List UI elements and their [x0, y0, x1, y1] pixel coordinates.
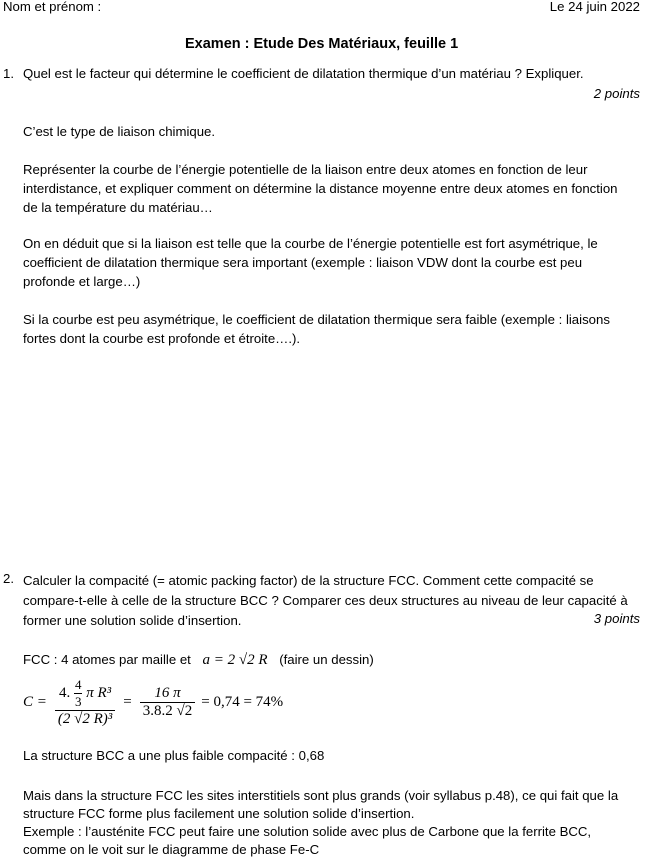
- numerator-rest: π R³: [86, 684, 112, 701]
- points-label: 3 points: [593, 611, 640, 626]
- fraction-2-numerator: 16 π: [140, 685, 195, 703]
- fraction-1: [55, 677, 115, 728]
- numerator-factor: 4.: [58, 684, 71, 701]
- paragraph-line: Si la courbe est peu asymétrique, le coefficient de dilatation thermique sera faible (exemple : liaisons: [23, 312, 610, 327]
- question-text: Calculer la compacité (= atomic packing factor) de la structure FCC. Comment cette compacité se: [23, 573, 594, 588]
- question-number: 1.: [3, 66, 14, 81]
- paragraph-line: On en déduit que si la liaison est telle que la courbe de l’énergie potentielle est fort asymétrique, le: [23, 236, 598, 251]
- compacity-formula: [23, 670, 283, 734]
- paragraph-line: interdistance, et expliquer comment on détermine la distance moyenne entre deux atomes en fonction: [23, 181, 618, 196]
- fraction-2-denominator: 3.8.2 √2: [142, 702, 193, 719]
- paragraph-line: de la température du matériau…: [23, 200, 213, 215]
- paragraph-line: Exemple : l’austénite FCC peut faire une solution solide avec plus de Carbone que la ferrite BCC,: [23, 824, 592, 839]
- answer-line: C’est le type de liaison chimique.: [23, 124, 216, 139]
- paragraph-line: fortes dont la courbe est profonde et étroite….).: [23, 331, 301, 346]
- fraction-1-denominator: (2 √2 R)³: [57, 710, 113, 727]
- formula-lhs: C =: [23, 693, 47, 710]
- paragraph-line: structure FCC forme plus facilement une solution solide d’insertion.: [23, 806, 415, 821]
- fcc-line: [23, 650, 374, 670]
- bcc-line: La structure BCC a une plus faible compacité : 0,68: [23, 748, 325, 763]
- four-thirds-denominator: 3: [74, 693, 82, 709]
- fraction-2: [140, 685, 195, 720]
- lattice-formula: a = 2 √2 R: [202, 652, 268, 668]
- exam-date: Le 24 juin 2022: [549, 0, 640, 14]
- paragraph-line: coefficient de dilatation thermique sera important (exemple : liaison VDW dont la courbe est peu: [23, 255, 583, 270]
- paragraph-line: Représenter la courbe de l’énergie potentielle de la liaison entre deux atomes en fonction de leur: [23, 162, 588, 177]
- fraction-1-numerator: [55, 677, 115, 711]
- question-text: compare-t-elle à celle de la structure BCC ? Comparer ces deux structures au niveau de leur capacité à: [23, 593, 628, 608]
- question-number: 2.: [3, 571, 14, 586]
- paragraph-line: comme on le voit sur le diagramme de phase Fe-C: [23, 842, 320, 857]
- points-label: 2 points: [593, 86, 640, 101]
- question-text: former une solution solide d’insertion.: [23, 613, 242, 628]
- fcc-text: FCC : 4 atomes par maille et: [23, 652, 191, 667]
- equals-sign: =: [123, 693, 132, 710]
- paragraph-line: profonde et large…): [23, 274, 141, 289]
- question-text: Quel est le facteur qui détermine le coefficient de dilatation thermique d’un matériau ? Expliquer.: [23, 66, 584, 81]
- fcc-note: (faire un dessin): [279, 652, 374, 667]
- formula-result: = 0,74 = 74%: [201, 693, 284, 710]
- paragraph-line: Mais dans la structure FCC les sites interstitiels sont plus grands (voir syllabus p.48), ce qui fait que la: [23, 788, 619, 803]
- page-title: Examen : Etude Des Matériaux, feuille 1: [185, 36, 459, 52]
- four-thirds-numerator: 4: [74, 676, 82, 692]
- name-label: Nom et prénom :: [3, 0, 102, 14]
- four-thirds-fraction: [74, 677, 83, 710]
